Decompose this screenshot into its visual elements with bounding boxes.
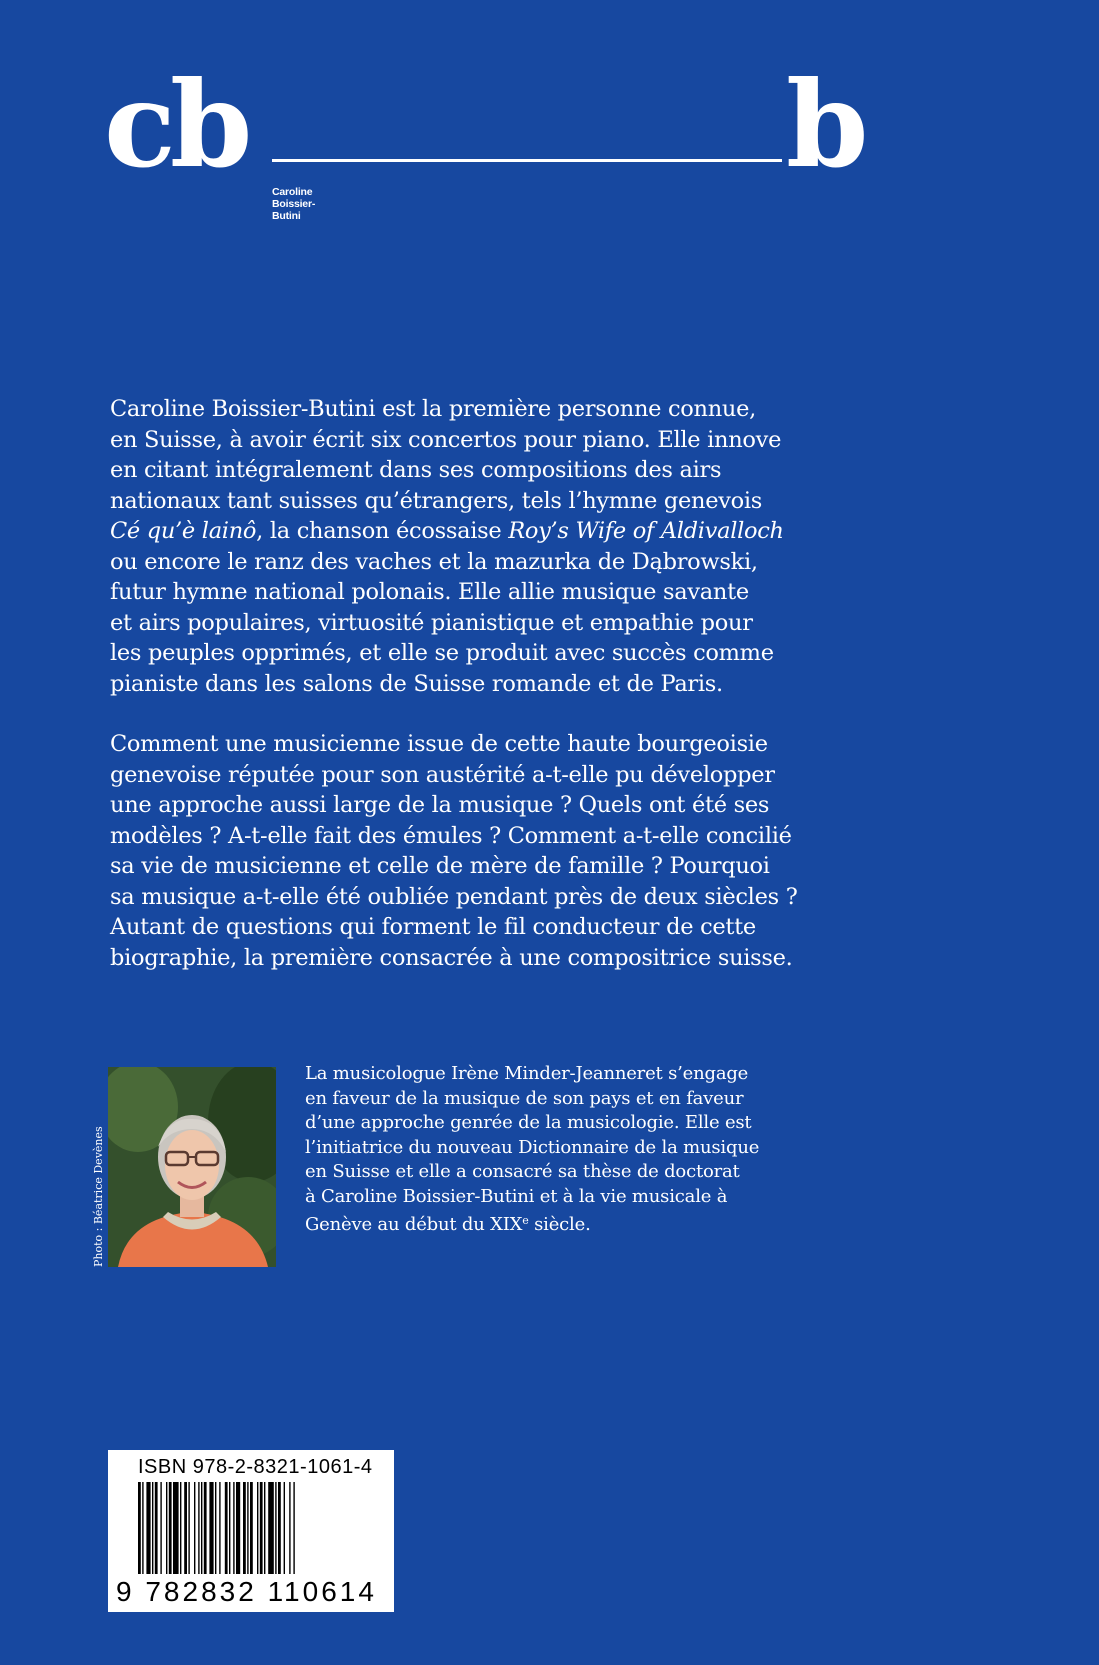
- barcode-bar: [142, 1482, 143, 1574]
- barcode-bar: [219, 1482, 220, 1574]
- song-title-italic: Cé qu’è lainô: [110, 518, 257, 544]
- blurb-line: en Suisse, à avoir écrit six concertos pour piano. Elle innove: [110, 426, 782, 453]
- barcode-bar: [152, 1482, 153, 1574]
- barcode-bar: [184, 1482, 187, 1574]
- logo-name-line: Butini: [272, 210, 301, 222]
- barcode-bar: [188, 1482, 189, 1574]
- blurb-line: genevoise réputée pour son austérité a-t-elle pu développer: [110, 761, 775, 788]
- barcode-bar: [250, 1482, 253, 1574]
- barcode-bar: [260, 1482, 263, 1574]
- barcode-bars: [138, 1482, 370, 1574]
- barcode-digits: 9 782832 110614: [116, 1576, 377, 1607]
- logo-name-line: Boissier-: [272, 198, 316, 210]
- barcode-bar: [284, 1482, 285, 1574]
- barcode-bar: [264, 1482, 265, 1574]
- blurb-line: les peuples opprimés, et elle se produit avec succès comme: [110, 640, 774, 666]
- blurb-line: et airs populaires, virtuosité pianistique et empathie pour: [110, 609, 753, 636]
- barcode-bar: [247, 1482, 248, 1574]
- paragraph-gap: [110, 699, 870, 729]
- blurb-line: nationaux tant suisses qu’étrangers, tels l’hymne genevois: [110, 487, 763, 514]
- barcode-bar: [278, 1482, 281, 1574]
- blurb-line: sa musique a-t-elle été oubliée pendant près de deux siècles ?: [110, 883, 798, 910]
- barcode-bar: [275, 1482, 276, 1574]
- blurb-line: modèles ? A-t-elle fait des émules ? Comment a-t-elle concilié: [110, 822, 792, 849]
- barcode-bar: [236, 1482, 240, 1574]
- barcode-bar: [293, 1482, 294, 1574]
- photo-credit: Photo : Béatrice Devènes: [92, 1126, 105, 1267]
- barcode-bar: [243, 1482, 246, 1574]
- barcode-bar: [180, 1482, 181, 1574]
- barcode-bar: [204, 1482, 207, 1574]
- blurb-line: Comment une musicienne issue de cette haute bourgeoisie: [110, 731, 768, 757]
- blurb-line: sa vie de musicienne et celle de mère de famille ? Pourquoi: [110, 853, 770, 879]
- barcode-bar: [166, 1482, 167, 1574]
- logo-rule: [272, 159, 782, 162]
- blurb-line: biographie, la première consacrée à une compositrice suisse.: [110, 944, 793, 971]
- blurb-line: une approche aussi large de la musique ? Quels ont été ses: [110, 792, 770, 818]
- barcode-bar: [198, 1482, 199, 1574]
- barcode-bar: [169, 1482, 172, 1574]
- bio-line: [305, 1209, 825, 1238]
- author-bio: [305, 1062, 825, 1238]
- barcode-bar: [173, 1482, 179, 1574]
- barcode-bar: [201, 1482, 202, 1574]
- blurb-line: Caroline Boissier-Butini est la première personne connue,: [110, 396, 756, 422]
- author-portrait-illustration: [108, 1067, 276, 1267]
- barcode-bar: [138, 1482, 141, 1574]
- barcode-bar: [268, 1482, 274, 1574]
- barcode-bar: [257, 1482, 258, 1574]
- barcode-bar: [225, 1482, 228, 1574]
- book-blurb: [110, 394, 870, 973]
- blurb-line: Autant de questions qui forment le fil conducteur de cette: [110, 914, 756, 940]
- author-photo: [108, 1067, 276, 1267]
- isbn-label: ISBN 978-2-8321-1061-4: [138, 1456, 373, 1478]
- blurb-line: futur hymne national polonais. Elle allie musique savante: [110, 579, 749, 605]
- blurb-line: en citant intégralement dans ses compositions des airs: [110, 457, 722, 483]
- song-title-italic: Roy’s Wife of Aldivalloch: [508, 518, 784, 544]
- bio-text: Genève au début du XIX: [305, 1214, 523, 1235]
- logo-name-line: Caroline: [272, 186, 313, 198]
- series-logo: [0, 0, 1099, 240]
- blurb-line: ou encore le ranz des vaches et la mazurka de Dąbrowski,: [110, 548, 758, 575]
- barcode-bar: [146, 1482, 150, 1574]
- isbn-barcode: [108, 1450, 394, 1612]
- barcode-bar: [155, 1482, 158, 1574]
- logo-name: [272, 186, 315, 222]
- bio-line: en faveur de la musique de son pays et en faveur: [305, 1087, 744, 1109]
- barcode-bar: [215, 1482, 216, 1574]
- bio-line: La musicologue Irène Minder-Jeanneret s’engage: [305, 1063, 749, 1084]
- bio-line: à Caroline Boissier-Butini et à la vie musicale à: [305, 1185, 728, 1207]
- barcode-bar: [194, 1482, 195, 1574]
- barcode-bar: [160, 1482, 161, 1574]
- barcode-bar: [209, 1482, 213, 1574]
- blurb-line: [110, 516, 870, 547]
- blurb-text: , la chanson écossaise: [256, 518, 509, 544]
- barcode-bar: [289, 1482, 290, 1574]
- barcode-bar: [229, 1482, 230, 1574]
- bio-line: l’initiatrice du nouveau Dictionnaire de la musique: [305, 1136, 760, 1158]
- barcode-bar: [233, 1482, 234, 1574]
- logo-b-mark: b: [786, 55, 869, 194]
- logo-cb-mark: cb: [104, 55, 247, 194]
- blurb-line: pianiste dans les salons de Suisse romande et de Paris.: [110, 670, 723, 697]
- century-superscript: e: [522, 1214, 529, 1227]
- bio-text: siècle.: [528, 1214, 591, 1235]
- bio-line: d’une approche genrée de la musicologie. Elle est: [305, 1112, 752, 1133]
- bio-line: en Suisse et elle a consacré sa thèse de doctorat: [305, 1161, 740, 1182]
